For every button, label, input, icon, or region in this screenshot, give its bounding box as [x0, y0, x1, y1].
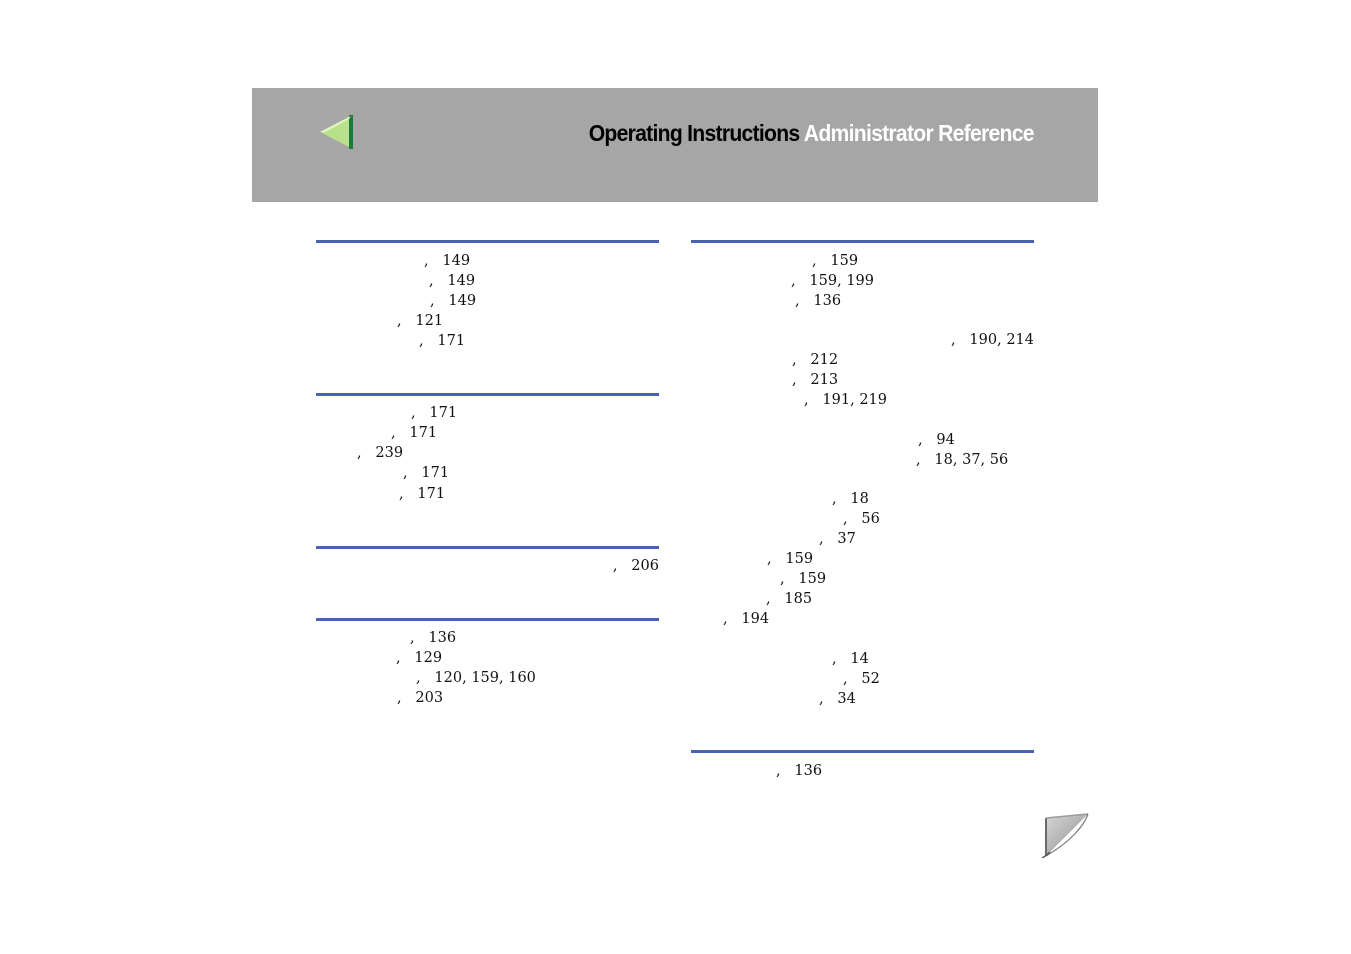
page-link[interactable]: , 37: [819, 531, 856, 547]
page-link[interactable]: , 136: [776, 763, 823, 779]
index-entry: [316, 558, 659, 578]
index-entry: [316, 425, 659, 445]
index-entry: [316, 293, 659, 313]
index-entry: [691, 531, 1034, 551]
index-entry: [691, 332, 1034, 352]
page-link[interactable]: , 159: [767, 551, 814, 567]
index-entry: [691, 432, 1034, 452]
index-entry: [316, 690, 659, 710]
index-entry: [691, 352, 1034, 372]
page-link[interactable]: , 149: [424, 253, 471, 269]
page-link[interactable]: , 121: [397, 313, 444, 329]
index-entry: [316, 253, 659, 273]
header-bar: [252, 88, 1098, 202]
page-link[interactable]: , 212: [792, 352, 839, 368]
index-entry: [691, 571, 1034, 591]
section-rule: [691, 240, 1034, 243]
page-link[interactable]: , 171: [403, 465, 450, 481]
page-link[interactable]: , 203: [397, 690, 444, 706]
index-entry: [691, 491, 1034, 511]
page-link[interactable]: , 159, 199: [791, 273, 875, 289]
index-entry: [691, 372, 1034, 392]
section-rule: [316, 240, 659, 243]
index-entry: [316, 670, 659, 690]
index-entry: [691, 671, 1034, 691]
page-link[interactable]: , 34: [819, 691, 856, 707]
page-link[interactable]: , 206: [612, 558, 659, 574]
index-entry: [316, 273, 659, 293]
section-rule: [316, 618, 659, 621]
index-entry: [316, 333, 659, 353]
page-link[interactable]: , 136: [410, 630, 457, 646]
index-entry: [691, 691, 1034, 711]
green-triangle-left-icon[interactable]: [319, 113, 355, 151]
index-entry: [691, 551, 1034, 571]
page-link[interactable]: , 191, 219: [804, 392, 888, 408]
index-entry: [691, 253, 1034, 273]
page-link[interactable]: , 136: [795, 293, 842, 309]
page-link[interactable]: , 18, 37, 56: [916, 452, 1009, 468]
page-link[interactable]: , 129: [396, 650, 443, 666]
page-link[interactable]: , 149: [429, 273, 476, 289]
page-link[interactable]: , 52: [843, 671, 880, 687]
page-link[interactable]: , 194: [723, 611, 770, 627]
index-entry: [691, 452, 1034, 472]
index-entry: [316, 650, 659, 670]
page-link[interactable]: , 171: [419, 333, 466, 349]
index-entry: [691, 651, 1034, 671]
title-sub: Administrator Reference: [803, 120, 1034, 146]
page-link[interactable]: , 213: [792, 372, 839, 388]
index-entry: [316, 630, 659, 650]
section-rule: [316, 393, 659, 396]
page-link[interactable]: , 171: [391, 425, 438, 441]
index-entry: [691, 611, 1034, 631]
page-link[interactable]: , 18: [832, 491, 869, 507]
page-link[interactable]: , 120, 159, 160: [416, 670, 536, 686]
index-entry: [316, 465, 659, 485]
page-link[interactable]: , 171: [411, 405, 458, 421]
index-entry: [316, 486, 659, 506]
index-entry: [316, 445, 659, 465]
page-link[interactable]: , 190, 214: [950, 332, 1034, 348]
index-entry: [691, 591, 1034, 611]
page-link[interactable]: , 56: [843, 511, 880, 527]
page-link[interactable]: , 185: [766, 591, 813, 607]
page-link[interactable]: , 14: [832, 651, 869, 667]
page-link[interactable]: , 149: [430, 293, 477, 309]
index-entry: [691, 293, 1034, 313]
section-rule: [316, 546, 659, 549]
page-link[interactable]: , 159: [780, 571, 827, 587]
index-entry: [691, 273, 1034, 293]
index-entry: [691, 392, 1034, 412]
index-entry: [691, 511, 1034, 531]
index-entry: [316, 405, 659, 425]
page-link[interactable]: , 159: [812, 253, 859, 269]
title-main: Operating Instructions: [588, 120, 800, 146]
page-link[interactable]: , 171: [399, 486, 446, 502]
page-title: [589, 120, 1034, 147]
page-link[interactable]: , 94: [918, 432, 955, 448]
index-entry: [691, 763, 1034, 783]
page-curl-next-icon[interactable]: [1040, 812, 1090, 858]
section-rule: [691, 750, 1034, 753]
index-entry: [316, 313, 659, 333]
page-link[interactable]: , 239: [357, 445, 404, 461]
